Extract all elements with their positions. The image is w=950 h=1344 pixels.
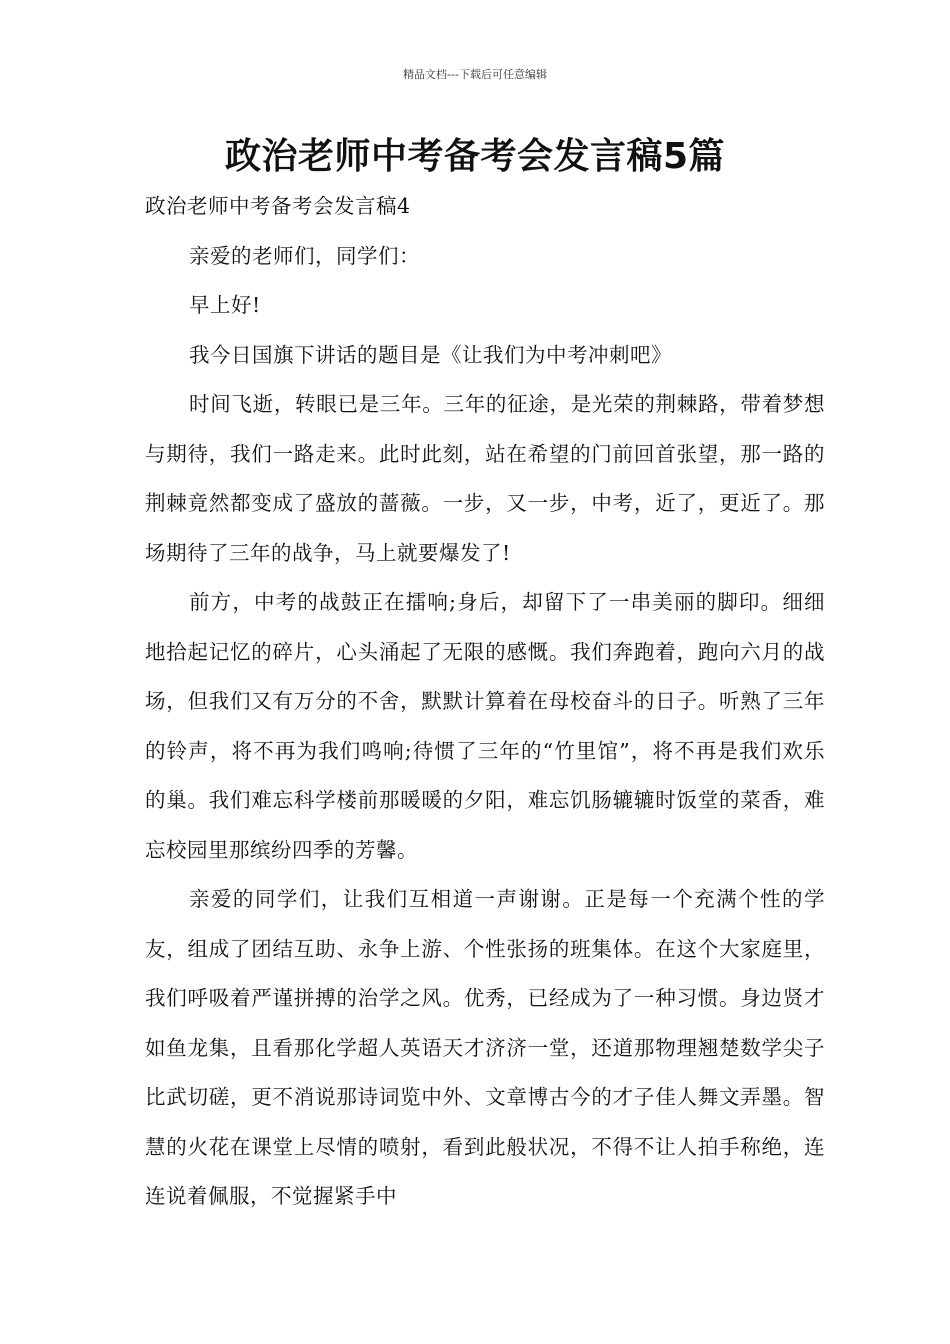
header-note: 精品文档---下载后可任意编辑 xyxy=(403,68,547,81)
paragraph-topic: 我今日国旗下讲话的题目是《让我们为中考冲刺吧》 xyxy=(189,342,672,367)
paragraph-good-morning: 早上好! xyxy=(189,293,261,317)
paragraph-body: 时间飞逝，转眼已是三年。三年的征途，是光荣的荆棘路，带着梦想与期待，我们一路走来。此时此刻，站在希望的门前回首张望，那一路的荆棘竟然都变成了盛放的蔷薇。一步，又一步，中考，近了，更近了。那场期待了三年的战争，马上就要爆发了! xyxy=(145,392,825,565)
paragraph-body: 前方，中考的战鼓正在擂响;身后，却留下了一串美丽的脚印。细细地拾起记忆的碎片，心头涌起了无限的感慨。我们奔跑着，跑向六月的战场，但我们又有万分的不舍，默默计算着在母校奋斗的日子。听熟了三年的铃声，将不再为我们鸣响;待惯了三年的“竹里馆”，将不再是我们欢乐的巢。我们难忘科学楼前那暖暖的夕阳，难忘饥肠辘辘时饭堂的菜香，难忘校园里那缤纷四季的芳馨。 xyxy=(145,590,825,862)
document-subtitle: 政治老师中考备考会发言稿4 xyxy=(145,194,411,218)
paragraph-greeting: 亲爱的老师们，同学们： xyxy=(189,243,420,268)
document-title: 政治老师中考备考会发言稿5篇 xyxy=(224,136,726,177)
document-body xyxy=(145,182,825,1222)
paragraph-body: 亲爱的同学们，让我们互相道一声谢谢。正是每一个充满个性的学友，组成了团结互助、永争上游、个性张扬的班集体。在这个大家庭里，我们呼吸着严谨拼搏的治学之风。优秀，已经成为了一种习惯。身边贤才如鱼龙集，且看那化学超人英语天才济济一堂，还道那物理翘楚数学尖子比武切磋，更不消说那诗词览中外、文章博古今的才子佳人舞文弄墨。智慧的火花在课堂上尽情的喷射，看到此般状况，不得不让人拍手称绝，连连说着佩服，不觉握紧手中 xyxy=(145,887,825,1208)
